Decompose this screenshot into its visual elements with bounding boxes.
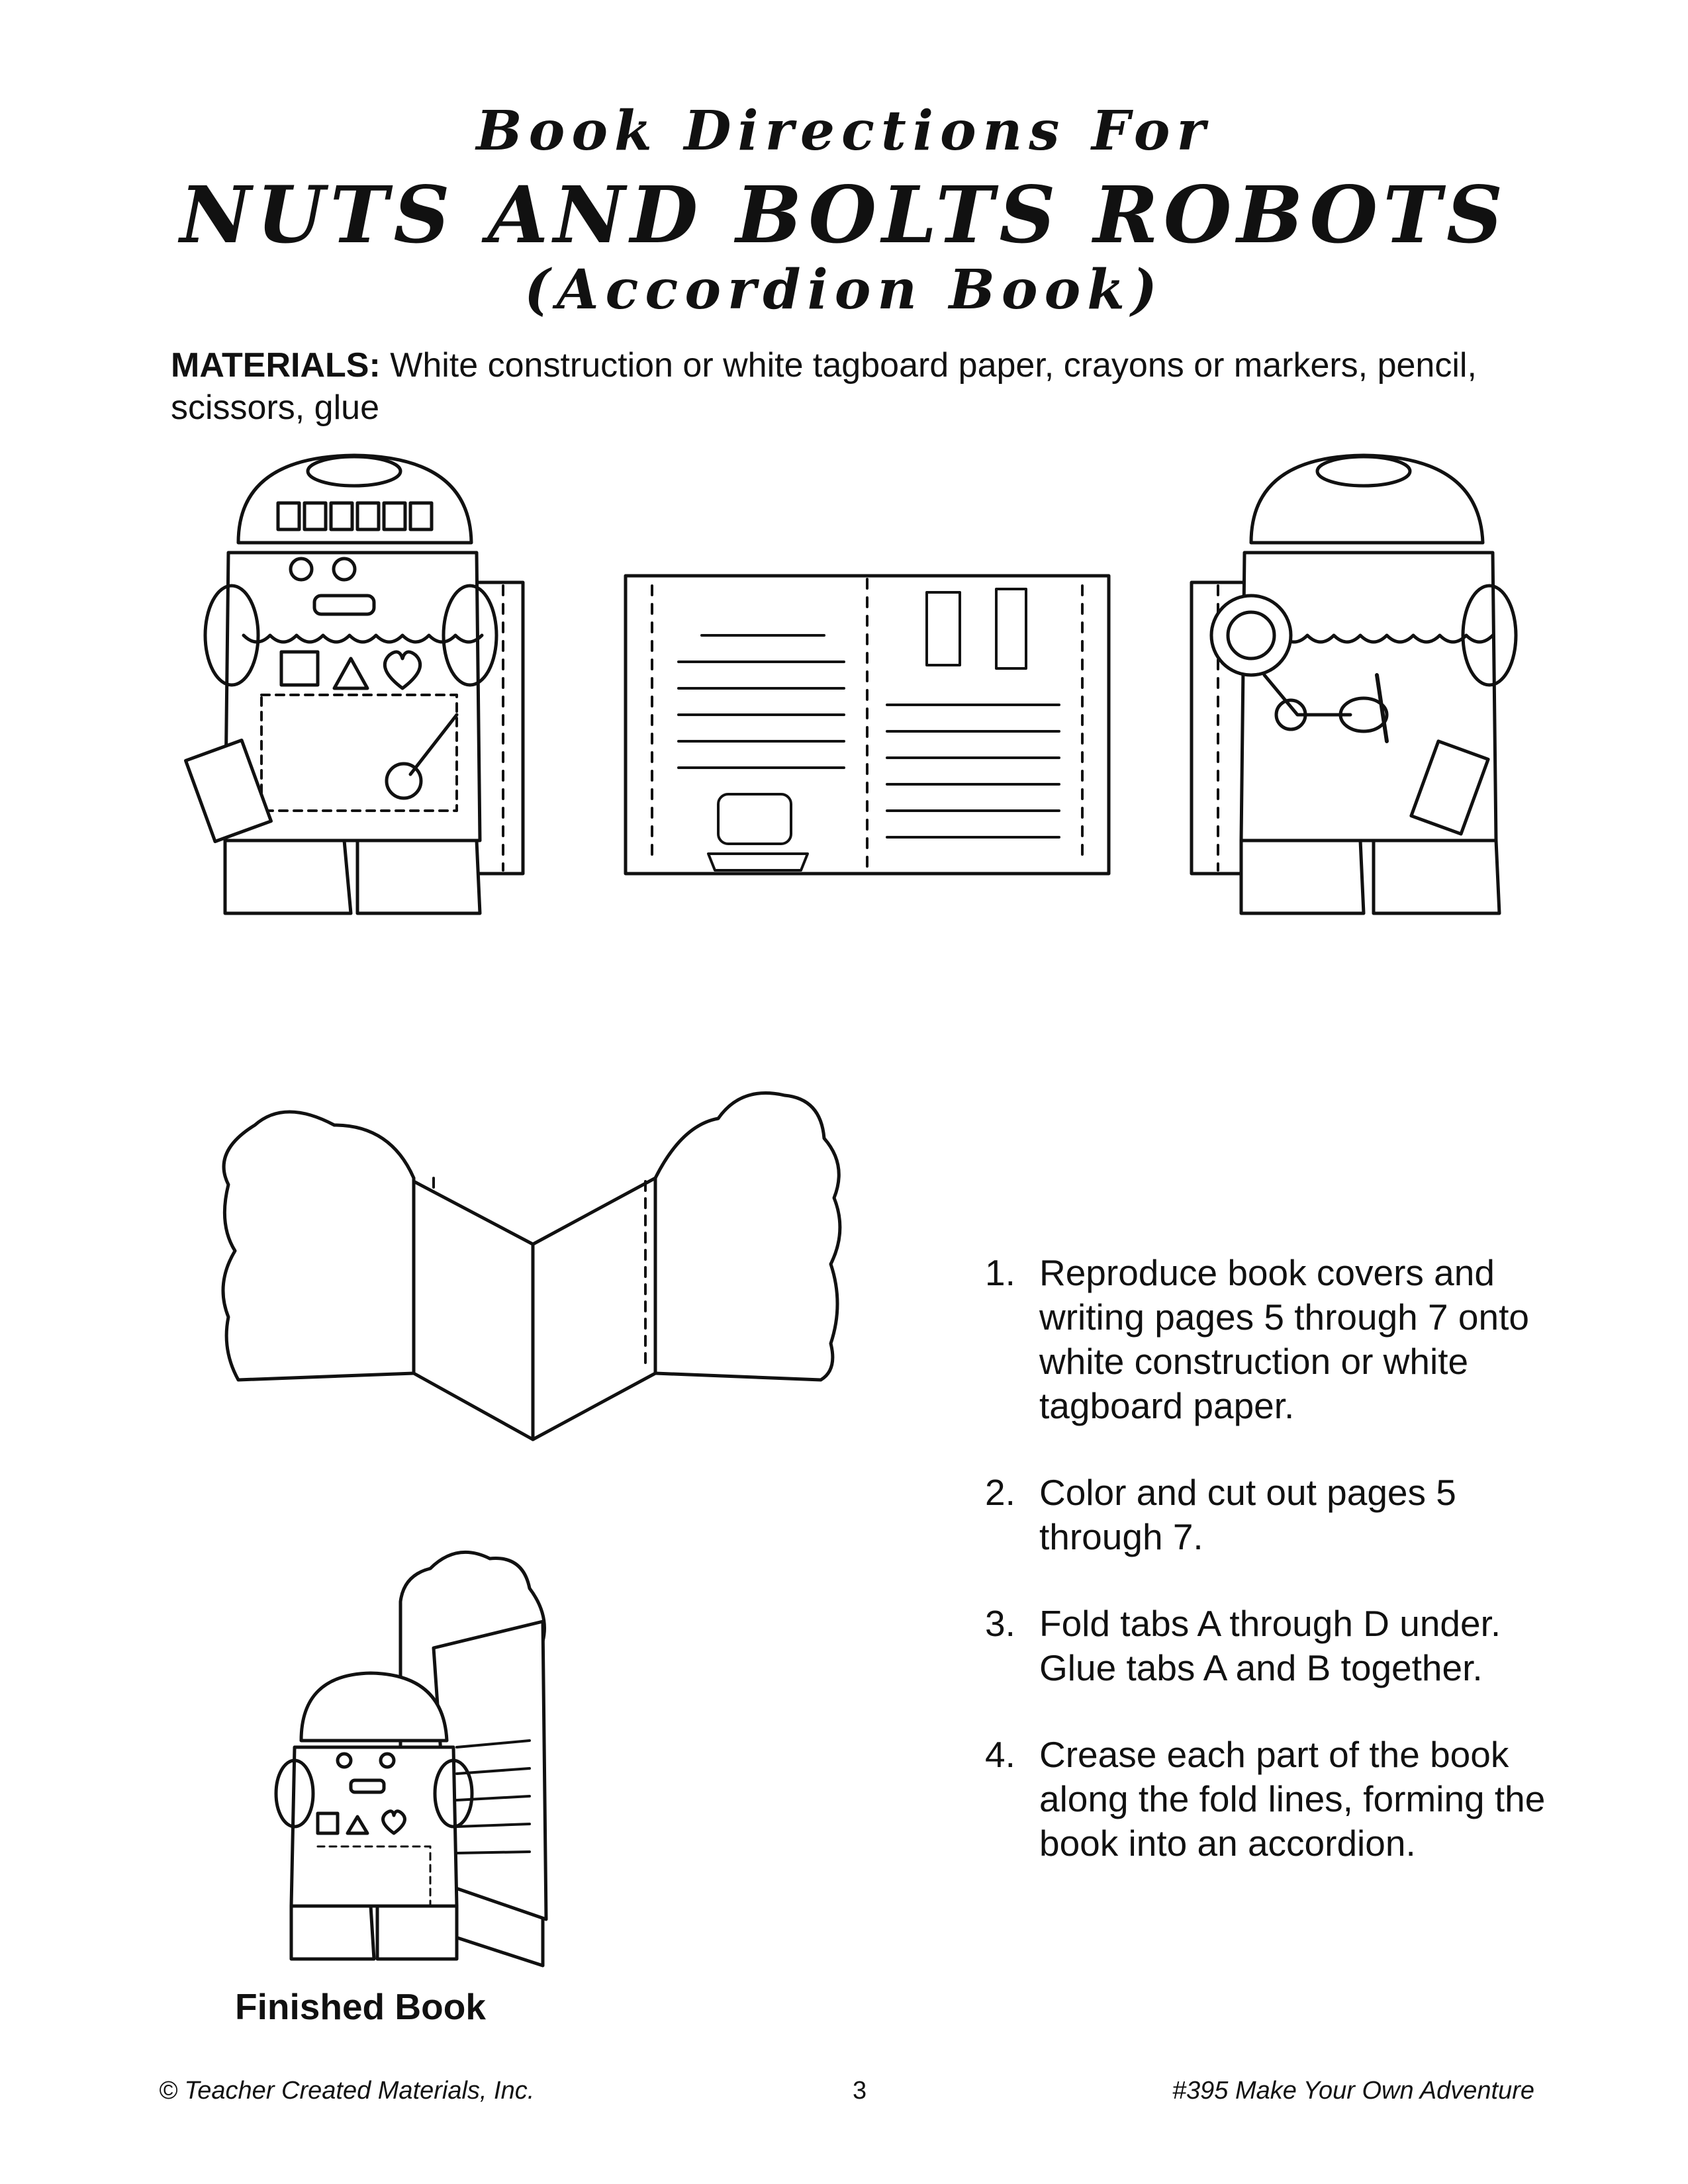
front-cover-robot-illustration: [185, 455, 523, 913]
direction-step: [985, 1251, 1581, 1428]
materials-text: White construction or white tagboard paper, crayons or markers, pencil, scissors, glue: [171, 346, 1477, 427]
step-text: Fold tabs A through D under. Glue tabs A and B together.: [1039, 1603, 1501, 1688]
step-number: 4.: [985, 1734, 1015, 1775]
directions-list: [985, 1251, 1581, 1908]
step-text: Reproduce book covers and writing pages 5 through 7 onto white construction or white tagboard paper.: [1039, 1252, 1529, 1426]
materials-label: MATERIALS:: [171, 346, 381, 385]
finished-book-illustration: [276, 1552, 546, 1966]
footer-product-title: #395 Make Your Own Adventure: [1172, 2077, 1534, 2105]
page-title: NUTS AND BOLTS ROBOTS: [179, 169, 1509, 261]
accordion-fold-diagram: [223, 1093, 840, 1439]
step-text: Color and cut out pages 5 through 7.: [1039, 1472, 1456, 1557]
footer-copyright: © Teacher Created Materials, Inc.: [159, 2077, 535, 2105]
title-line-3: (Accordion Book): [524, 258, 1164, 322]
direction-step: [985, 1733, 1581, 1866]
step-number: 1.: [985, 1252, 1015, 1293]
back-cover-robot-illustration: [1192, 455, 1516, 913]
title-line-1: Book Directions For: [476, 99, 1212, 163]
step-text: Crease each part of the book along the fold lines, forming the book into an accordion.: [1039, 1734, 1546, 1864]
finished-book-caption: Finished Book: [235, 1986, 486, 2027]
direction-step: [985, 1471, 1581, 1559]
step-number: 2.: [985, 1472, 1015, 1513]
step-number: 3.: [985, 1603, 1015, 1644]
footer-page-number: 3: [853, 2077, 867, 2105]
direction-step: [985, 1602, 1581, 1690]
open-book-pages-illustration: [626, 576, 1109, 874]
